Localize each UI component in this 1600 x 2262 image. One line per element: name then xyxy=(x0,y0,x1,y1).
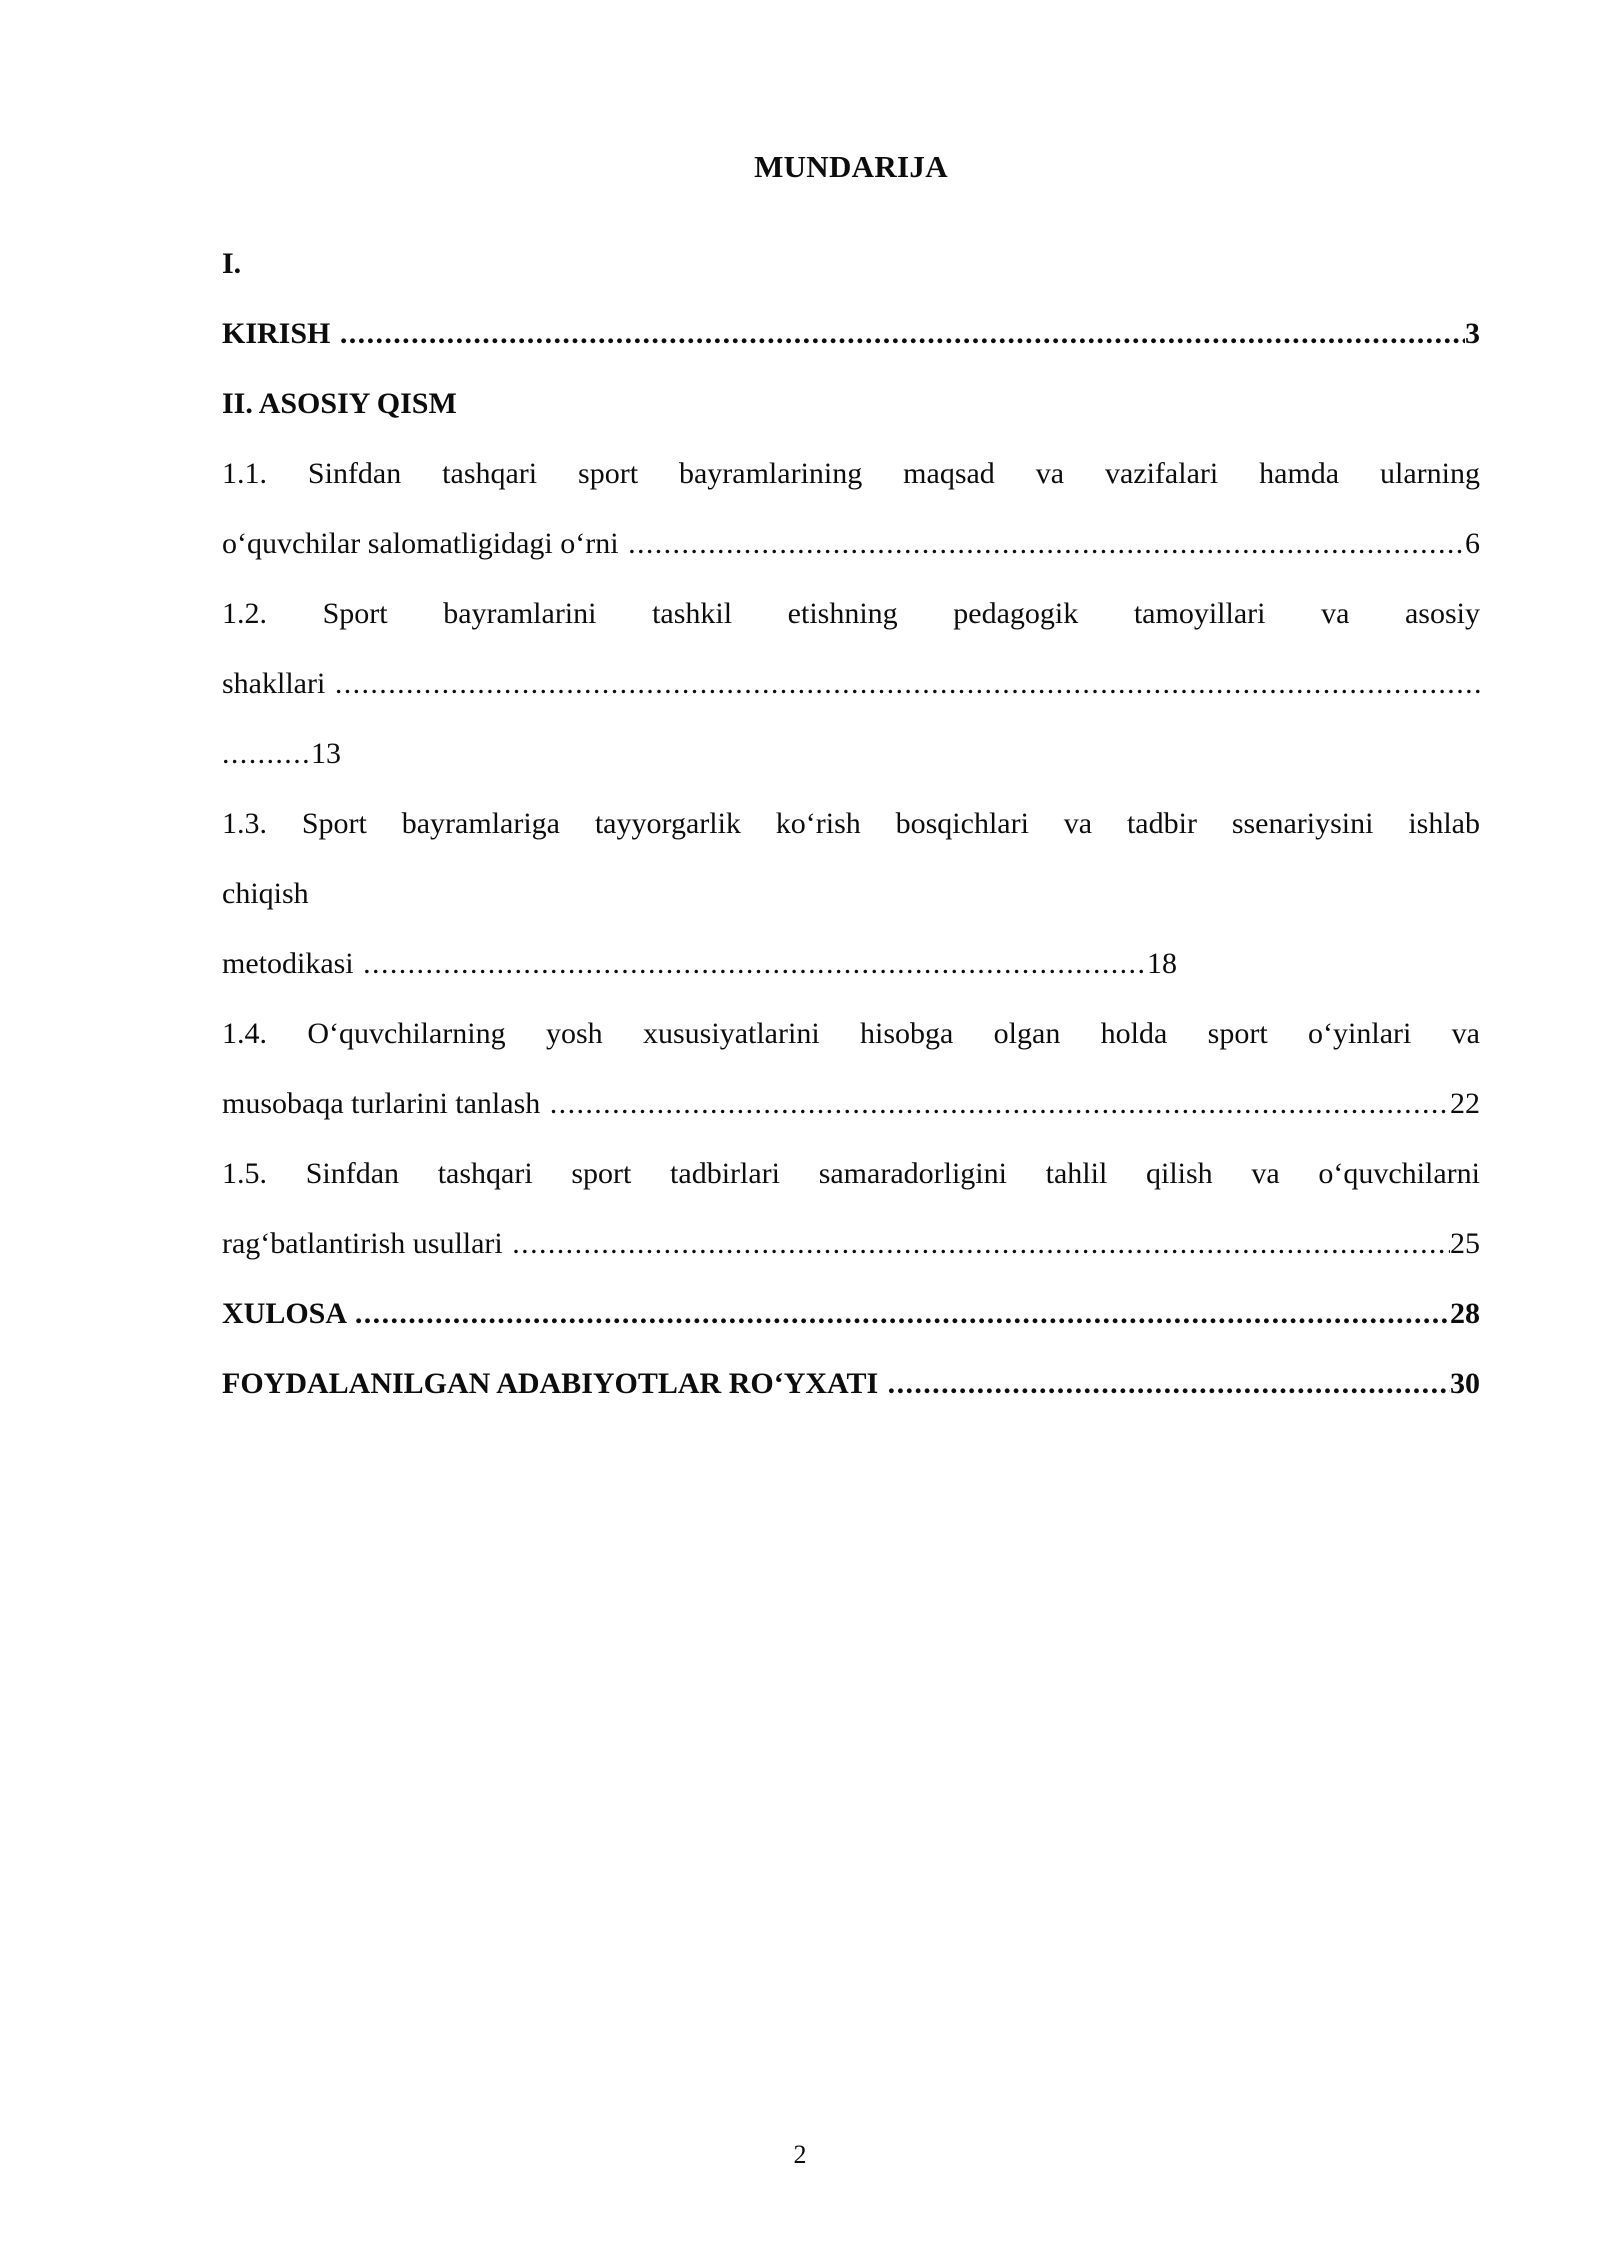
toc-entry-page: 3 xyxy=(1465,317,1480,351)
toc-entry-1-2-line1[interactable]: 1.2. Sport bayramlarini tashkil etishning pedagogik tamoyillari va asosiy xyxy=(222,597,1480,631)
dot-leader xyxy=(628,509,1465,579)
toc-entry-page: 30 xyxy=(1450,1367,1480,1401)
dot-leader-overflow: .......... xyxy=(222,737,311,771)
toc-entry-page: 6 xyxy=(1465,527,1480,561)
toc-entry-1-3-line1[interactable]: 1.3. Sport bayramlariga tayyorgarlik ko‘rish bosqichlari va tadbir ssenariysini ishlab xyxy=(222,807,1480,841)
toc-entry-1-4-line1[interactable]: 1.4. O‘quvchilarning yosh xususiyatlarini hisobga olgan holda sport o‘yinlari va xyxy=(222,1017,1480,1051)
dot-leader xyxy=(888,1349,1450,1419)
toc-entry-1-1-line1[interactable]: 1.1. Sinfdan tashqari sport bayramlarining maqsad va vazifalari hamda ularning xyxy=(222,457,1480,491)
toc-entry-label: KIRISH xyxy=(222,317,338,351)
toc-entry-adabiyotlar[interactable] xyxy=(222,1349,1480,1419)
toc-entry-1-3[interactable] xyxy=(222,929,1177,999)
toc-entry-1-2[interactable] xyxy=(222,649,1480,719)
toc-entry-asosiy-qism[interactable] xyxy=(222,369,1480,439)
toc-entry-1-1[interactable] xyxy=(222,509,1480,579)
toc-roman-numeral-one: I. xyxy=(222,247,242,281)
dot-leader xyxy=(340,299,1465,369)
dot-leader xyxy=(512,1209,1450,1279)
dot-leader xyxy=(335,649,1480,719)
toc-entry-label: rag‘batlantirish usullari xyxy=(222,1227,511,1261)
dot-leader xyxy=(550,1069,1450,1139)
toc-entry-label: FOYDALANILGAN ADABIYOTLAR RO‘YXATI xyxy=(222,1367,886,1401)
page-title: MUNDARIJA xyxy=(754,149,948,184)
toc-entry-label: II. ASOSIY QISM xyxy=(222,387,457,421)
toc-entry-label: musobaqa turlarini tanlash xyxy=(222,1087,548,1121)
toc-entry-1-5-line1[interactable]: 1.5. Sinfdan tashqari sport tadbirlari samaradorligini tahlil qilish va o‘quvchilarni xyxy=(222,1157,1480,1191)
footer-page-number: 2 xyxy=(793,2140,807,2169)
toc-entry-label: XULOSA xyxy=(222,1297,353,1331)
toc-entry-page: 22 xyxy=(1450,1087,1480,1121)
toc-content xyxy=(222,148,1480,1419)
toc-entry-1-4[interactable] xyxy=(222,1069,1480,1139)
toc-entry-1-3-line2[interactable]: chiqish xyxy=(222,877,309,911)
dot-leader xyxy=(355,1279,1450,1349)
toc-entry-1-2-overflow[interactable] xyxy=(222,719,1480,789)
toc-entry-page: 13 xyxy=(311,737,341,771)
toc-entry-1-5[interactable] xyxy=(222,1209,1480,1279)
toc-entry-label: metodikasi xyxy=(222,947,362,981)
toc-entry-xulosa[interactable] xyxy=(222,1279,1480,1349)
toc-entry-kirish[interactable] xyxy=(222,299,1480,369)
toc-entry-label: shakllari xyxy=(222,667,333,701)
toc-entry-page: 25 xyxy=(1450,1227,1480,1261)
toc-entry-page: 18 xyxy=(1147,947,1177,981)
dot-leader xyxy=(363,929,1147,999)
toc-entry-page: 28 xyxy=(1450,1297,1480,1331)
toc-entry-label: o‘quvchilar salomatligidagi o‘rni xyxy=(222,527,627,561)
